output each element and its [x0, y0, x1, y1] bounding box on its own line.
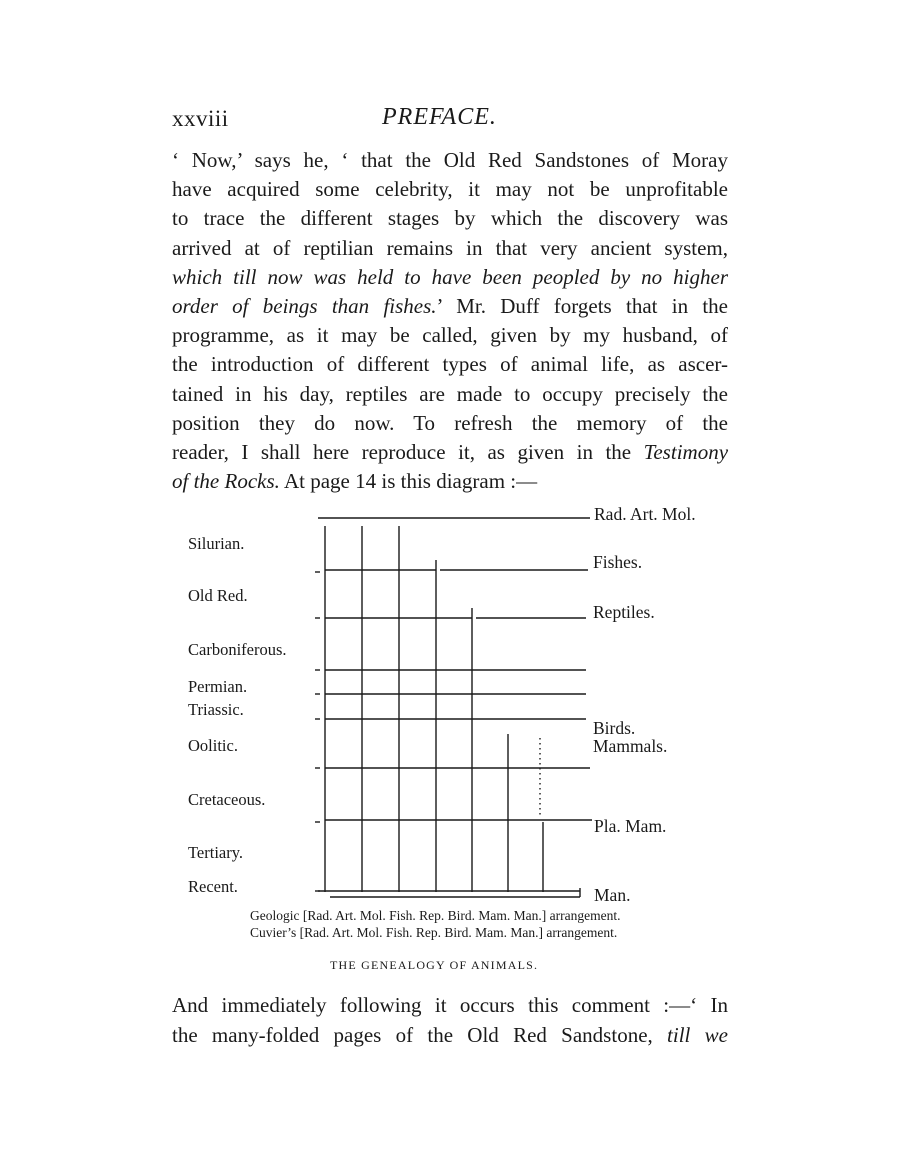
text-span: reader, I shall here reproduce it, as given in the — [172, 439, 632, 464]
text-span: At page 14 is this diagram :— — [279, 469, 538, 494]
stratum-label: Cretaceous. — [188, 790, 266, 809]
italic-text: which till now was held to have been peopled by no higher — [172, 264, 728, 289]
stratum-label: Recent. — [188, 877, 238, 896]
group-label: Fishes. — [593, 552, 643, 572]
italic-text: order of beings than fishes. — [172, 293, 437, 318]
italic-text: of the Rocks. — [172, 469, 280, 494]
group-label: Reptiles. — [593, 602, 655, 622]
stratum-label: Triassic. — [188, 700, 244, 719]
text-line: tained in his day, reptiles are made to occupy precisely the — [172, 381, 728, 406]
italic-text: Testimony — [643, 439, 729, 464]
italic-text: till we — [667, 1023, 728, 1047]
text-span: the many-folded pages of the Old Red Sandstone, — [172, 1023, 668, 1047]
stratum-label: Oolitic. — [188, 736, 238, 755]
text-line-italic — [172, 263, 728, 292]
page-number: xxviii — [172, 106, 229, 131]
running-title: PREFACE. — [382, 104, 497, 130]
text-line — [172, 467, 728, 496]
genealogy-diagram — [0, 500, 900, 980]
text-line: programme, as it may be called, given by my husband, of — [172, 323, 728, 348]
text-line: And immediately following it occurs this comment :—‘ In — [172, 993, 728, 1017]
group-label: Birds. — [593, 718, 636, 738]
text-line: position they do now. To refresh the memory of the — [172, 410, 728, 435]
stratum-label: Silurian. — [188, 534, 245, 553]
text-line: ‘ Now,’ says he, ‘ that the Old Red Sandstones of Moray — [172, 148, 728, 172]
group-label: Mammals. — [593, 736, 668, 756]
text-line: have acquired some celebrity, it may not be unprofitable — [172, 177, 728, 202]
stratum-label: Permian. — [188, 677, 248, 696]
stratum-label: Tertiary. — [188, 843, 244, 862]
caption-line: Geologic [Rad. Art. Mol. Fish. Rep. Bird. Mam. Man.] arrangement. — [250, 908, 621, 923]
group-label: Pla. Mam. — [594, 816, 667, 836]
paragraph-2 — [172, 990, 728, 1050]
diagram-title: THE GENEALOGY OF ANIMALS. — [330, 958, 539, 972]
stratum-label: Carboniferous. — [188, 640, 287, 659]
paragraph-1 — [172, 146, 728, 496]
text-line: to trace the different stages by which the discovery was — [172, 206, 728, 231]
text-line — [172, 292, 728, 321]
text-span: ’ Mr. Duff forgets that in the — [436, 293, 728, 318]
group-label: Rad. Art. Mol. — [594, 504, 696, 524]
caption-line: Cuvier’s [Rad. Art. Mol. Fish. Rep. Bird. Mam. Man.] arrangement. — [250, 925, 618, 940]
page-header — [172, 100, 728, 140]
text-line: arrived at of reptilian remains in that very ancient system, — [172, 235, 728, 260]
stratum-label: Old Red. — [188, 586, 248, 605]
text-line — [172, 1020, 728, 1050]
group-label: Man. — [594, 885, 631, 905]
text-line: the introduction of different types of animal life, as ascer- — [172, 352, 728, 377]
text-line — [172, 438, 728, 467]
